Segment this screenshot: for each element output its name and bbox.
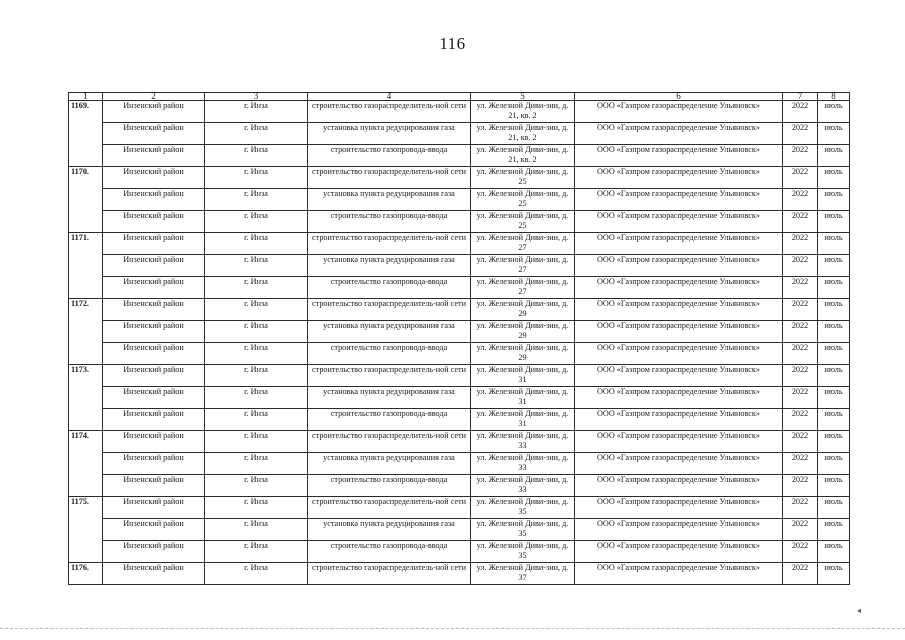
year-cell: 2022 [783, 101, 818, 123]
work-type-cell: строительство газораспределитель-ной сети [308, 233, 471, 255]
month-cell: июль [818, 409, 850, 431]
locality-cell: г. Инза [205, 167, 308, 189]
address-cell: ул. Железной Диви-зии, д. 35 [471, 497, 575, 519]
work-type-cell: строительство газораспределитель-ной сети [308, 101, 471, 123]
district-cell: Инзенский район [103, 167, 205, 189]
year-cell: 2022 [783, 563, 818, 585]
month-cell: июль [818, 255, 850, 277]
work-type-cell: установка пункта редуцирования газа [308, 321, 471, 343]
address-cell: ул. Железной Диви-зии, д. 25 [471, 167, 575, 189]
month-cell: июль [818, 277, 850, 299]
work-type-cell: строительство газопровода-ввода [308, 475, 471, 497]
organization-cell: ООО «Газпром газораспределение Ульяновск» [575, 189, 783, 211]
organization-cell: ООО «Газпром газораспределение Ульяновск» [575, 409, 783, 431]
district-cell: Инзенский район [103, 123, 205, 145]
organization-cell: ООО «Газпром газораспределение Ульяновск» [575, 343, 783, 365]
locality-cell: г. Инза [205, 475, 308, 497]
table-row [69, 145, 850, 167]
year-cell: 2022 [783, 211, 818, 233]
address-cell: ул. Железной Диви-зии, д. 25 [471, 211, 575, 233]
work-type-cell: строительство газораспределитель-ной сети [308, 365, 471, 387]
year-cell: 2022 [783, 475, 818, 497]
table-row [69, 563, 850, 585]
address-cell: ул. Железной Диви-зии, д. 33 [471, 431, 575, 453]
work-type-cell: строительство газопровода-ввода [308, 343, 471, 365]
address-cell: ул. Железной Диви-зии, д. 27 [471, 233, 575, 255]
column-number: 6 [575, 93, 783, 101]
organization-cell: ООО «Газпром газораспределение Ульяновск» [575, 563, 783, 585]
address-cell: ул. Железной Диви-зии, д. 31 [471, 365, 575, 387]
district-cell: Инзенский район [103, 497, 205, 519]
locality-cell: г. Инза [205, 145, 308, 167]
year-cell: 2022 [783, 541, 818, 563]
district-cell: Инзенский район [103, 563, 205, 585]
table-row [69, 321, 850, 343]
work-type-cell: строительство газопровода-ввода [308, 277, 471, 299]
year-cell: 2022 [783, 365, 818, 387]
work-type-cell: установка пункта редуцирования газа [308, 453, 471, 475]
table-row [69, 123, 850, 145]
record-number-cell: 1172. [69, 299, 103, 365]
organization-cell: ООО «Газпром газораспределение Ульяновск» [575, 123, 783, 145]
table-row [69, 475, 850, 497]
month-cell: июль [818, 145, 850, 167]
address-cell: ул. Железной Диви-зии, д. 27 [471, 277, 575, 299]
locality-cell: г. Инза [205, 277, 308, 299]
month-cell: июль [818, 365, 850, 387]
column-number: 7 [783, 93, 818, 101]
register-table [68, 92, 850, 585]
month-cell: июль [818, 453, 850, 475]
column-number: 2 [103, 93, 205, 101]
address-cell: ул. Железной Диви-зии, д. 29 [471, 321, 575, 343]
locality-cell: г. Инза [205, 563, 308, 585]
address-cell: ул. Железной Диви-зии, д. 21, кв. 2 [471, 145, 575, 167]
locality-cell: г. Инза [205, 299, 308, 321]
organization-cell: ООО «Газпром газораспределение Ульяновск» [575, 453, 783, 475]
column-number: 4 [308, 93, 471, 101]
work-type-cell: установка пункта редуцирования газа [308, 519, 471, 541]
work-type-cell: строительство газораспределитель-ной сети [308, 563, 471, 585]
column-number: 8 [818, 93, 850, 101]
locality-cell: г. Инза [205, 123, 308, 145]
address-cell: ул. Железной Диви-зии, д. 27 [471, 255, 575, 277]
scan-mark: ◂ [856, 606, 861, 615]
table-row [69, 277, 850, 299]
work-type-cell: строительство газопровода-ввода [308, 211, 471, 233]
year-cell: 2022 [783, 409, 818, 431]
register-body [69, 101, 850, 585]
year-cell: 2022 [783, 167, 818, 189]
district-cell: Инзенский район [103, 233, 205, 255]
district-cell: Инзенский район [103, 145, 205, 167]
month-cell: июль [818, 541, 850, 563]
district-cell: Инзенский район [103, 101, 205, 123]
organization-cell: ООО «Газпром газораспределение Ульяновск» [575, 541, 783, 563]
month-cell: июль [818, 343, 850, 365]
district-cell: Инзенский район [103, 431, 205, 453]
year-cell: 2022 [783, 145, 818, 167]
table-row [69, 343, 850, 365]
table-row [69, 233, 850, 255]
organization-cell: ООО «Газпром газораспределение Ульяновск» [575, 145, 783, 167]
year-cell: 2022 [783, 431, 818, 453]
year-cell: 2022 [783, 453, 818, 475]
district-cell: Инзенский район [103, 365, 205, 387]
district-cell: Инзенский район [103, 475, 205, 497]
month-cell: июль [818, 321, 850, 343]
year-cell: 2022 [783, 387, 818, 409]
record-number-cell: 1174. [69, 431, 103, 497]
organization-cell: ООО «Газпром газораспределение Ульяновск» [575, 321, 783, 343]
organization-cell: ООО «Газпром газораспределение Ульяновск» [575, 299, 783, 321]
table-row [69, 409, 850, 431]
table-row [69, 299, 850, 321]
record-number-cell: 1175. [69, 497, 103, 563]
district-cell: Инзенский район [103, 409, 205, 431]
column-number: 5 [471, 93, 575, 101]
address-cell: ул. Железной Диви-зии, д. 31 [471, 387, 575, 409]
record-number-cell: 1169. [69, 101, 103, 167]
month-cell: июль [818, 431, 850, 453]
locality-cell: г. Инза [205, 431, 308, 453]
locality-cell: г. Инза [205, 321, 308, 343]
locality-cell: г. Инза [205, 365, 308, 387]
table-row [69, 255, 850, 277]
column-number-row [69, 93, 850, 101]
work-type-cell: строительство газораспределитель-ной сети [308, 167, 471, 189]
work-type-cell: строительство газораспределитель-ной сети [308, 299, 471, 321]
district-cell: Инзенский район [103, 541, 205, 563]
work-type-cell: установка пункта редуцирования газа [308, 255, 471, 277]
locality-cell: г. Инза [205, 255, 308, 277]
locality-cell: г. Инза [205, 519, 308, 541]
organization-cell: ООО «Газпром газораспределение Ульяновск» [575, 431, 783, 453]
table-row [69, 211, 850, 233]
table-row [69, 387, 850, 409]
month-cell: июль [818, 233, 850, 255]
page-number: 116 [439, 34, 466, 53]
year-cell: 2022 [783, 123, 818, 145]
year-cell: 2022 [783, 233, 818, 255]
address-cell: ул. Железной Диви-зии, д. 37 [471, 563, 575, 585]
district-cell: Инзенский район [103, 343, 205, 365]
year-cell: 2022 [783, 299, 818, 321]
locality-cell: г. Инза [205, 189, 308, 211]
organization-cell: ООО «Газпром газораспределение Ульяновск» [575, 101, 783, 123]
work-type-cell: строительство газораспределитель-ной сети [308, 497, 471, 519]
work-type-cell: строительство газопровода-ввода [308, 409, 471, 431]
address-cell: ул. Железной Диви-зии, д. 31 [471, 409, 575, 431]
table-row [69, 453, 850, 475]
organization-cell: ООО «Газпром газораспределение Ульяновск» [575, 387, 783, 409]
year-cell: 2022 [783, 321, 818, 343]
locality-cell: г. Инза [205, 541, 308, 563]
work-type-cell: установка пункта редуцирования газа [308, 387, 471, 409]
organization-cell: ООО «Газпром газораспределение Ульяновск» [575, 475, 783, 497]
address-cell: ул. Железной Диви-зии, д. 21, кв. 2 [471, 101, 575, 123]
district-cell: Инзенский район [103, 453, 205, 475]
organization-cell: ООО «Газпром газораспределение Ульяновск» [575, 519, 783, 541]
month-cell: июль [818, 497, 850, 519]
record-number-cell: 1173. [69, 365, 103, 431]
address-cell: ул. Железной Диви-зии, д. 33 [471, 475, 575, 497]
year-cell: 2022 [783, 277, 818, 299]
organization-cell: ООО «Газпром газораспределение Ульяновск» [575, 365, 783, 387]
district-cell: Инзенский район [103, 189, 205, 211]
organization-cell: ООО «Газпром газораспределение Ульяновск» [575, 167, 783, 189]
table-row [69, 101, 850, 123]
year-cell: 2022 [783, 497, 818, 519]
table-row [69, 365, 850, 387]
column-number-header [69, 93, 850, 101]
month-cell: июль [818, 299, 850, 321]
work-type-cell: установка пункта редуцирования газа [308, 123, 471, 145]
table-row [69, 541, 850, 563]
column-number: 1 [69, 93, 103, 101]
district-cell: Инзенский район [103, 387, 205, 409]
address-cell: ул. Железной Диви-зии, д. 35 [471, 541, 575, 563]
locality-cell: г. Инза [205, 211, 308, 233]
organization-cell: ООО «Газпром газораспределение Ульяновск» [575, 211, 783, 233]
month-cell: июль [818, 211, 850, 233]
address-cell: ул. Железной Диви-зии, д. 29 [471, 343, 575, 365]
month-cell: июль [818, 101, 850, 123]
address-cell: ул. Железной Диви-зии, д. 21, кв. 2 [471, 123, 575, 145]
year-cell: 2022 [783, 519, 818, 541]
scan-edge [0, 628, 905, 630]
address-cell: ул. Железной Диви-зии, д. 33 [471, 453, 575, 475]
table-row [69, 497, 850, 519]
organization-cell: ООО «Газпром газораспределение Ульяновск» [575, 255, 783, 277]
district-cell: Инзенский район [103, 519, 205, 541]
address-cell: ул. Железной Диви-зии, д. 29 [471, 299, 575, 321]
locality-cell: г. Инза [205, 497, 308, 519]
district-cell: Инзенский район [103, 299, 205, 321]
month-cell: июль [818, 387, 850, 409]
work-type-cell: установка пункта редуцирования газа [308, 189, 471, 211]
district-cell: Инзенский район [103, 255, 205, 277]
work-type-cell: строительство газопровода-ввода [308, 145, 471, 167]
work-type-cell: строительство газораспределитель-ной сети [308, 431, 471, 453]
table-row [69, 189, 850, 211]
month-cell: июль [818, 519, 850, 541]
locality-cell: г. Инза [205, 387, 308, 409]
month-cell: июль [818, 475, 850, 497]
locality-cell: г. Инза [205, 343, 308, 365]
locality-cell: г. Инза [205, 233, 308, 255]
record-number-cell: 1176. [69, 563, 103, 585]
work-type-cell: строительство газопровода-ввода [308, 541, 471, 563]
table-row [69, 431, 850, 453]
month-cell: июль [818, 189, 850, 211]
table-row [69, 519, 850, 541]
locality-cell: г. Инза [205, 409, 308, 431]
column-number: 3 [205, 93, 308, 101]
address-cell: ул. Железной Диви-зии, д. 25 [471, 189, 575, 211]
year-cell: 2022 [783, 343, 818, 365]
organization-cell: ООО «Газпром газораспределение Ульяновск» [575, 497, 783, 519]
month-cell: июль [818, 167, 850, 189]
district-cell: Инзенский район [103, 321, 205, 343]
locality-cell: г. Инза [205, 101, 308, 123]
district-cell: Инзенский район [103, 277, 205, 299]
month-cell: июль [818, 563, 850, 585]
organization-cell: ООО «Газпром газораспределение Ульяновск» [575, 233, 783, 255]
address-cell: ул. Железной Диви-зии, д. 35 [471, 519, 575, 541]
table-row [69, 167, 850, 189]
record-number-cell: 1171. [69, 233, 103, 299]
year-cell: 2022 [783, 255, 818, 277]
year-cell: 2022 [783, 189, 818, 211]
month-cell: июль [818, 123, 850, 145]
district-cell: Инзенский район [103, 211, 205, 233]
record-number-cell: 1170. [69, 167, 103, 233]
locality-cell: г. Инза [205, 453, 308, 475]
organization-cell: ООО «Газпром газораспределение Ульяновск» [575, 277, 783, 299]
